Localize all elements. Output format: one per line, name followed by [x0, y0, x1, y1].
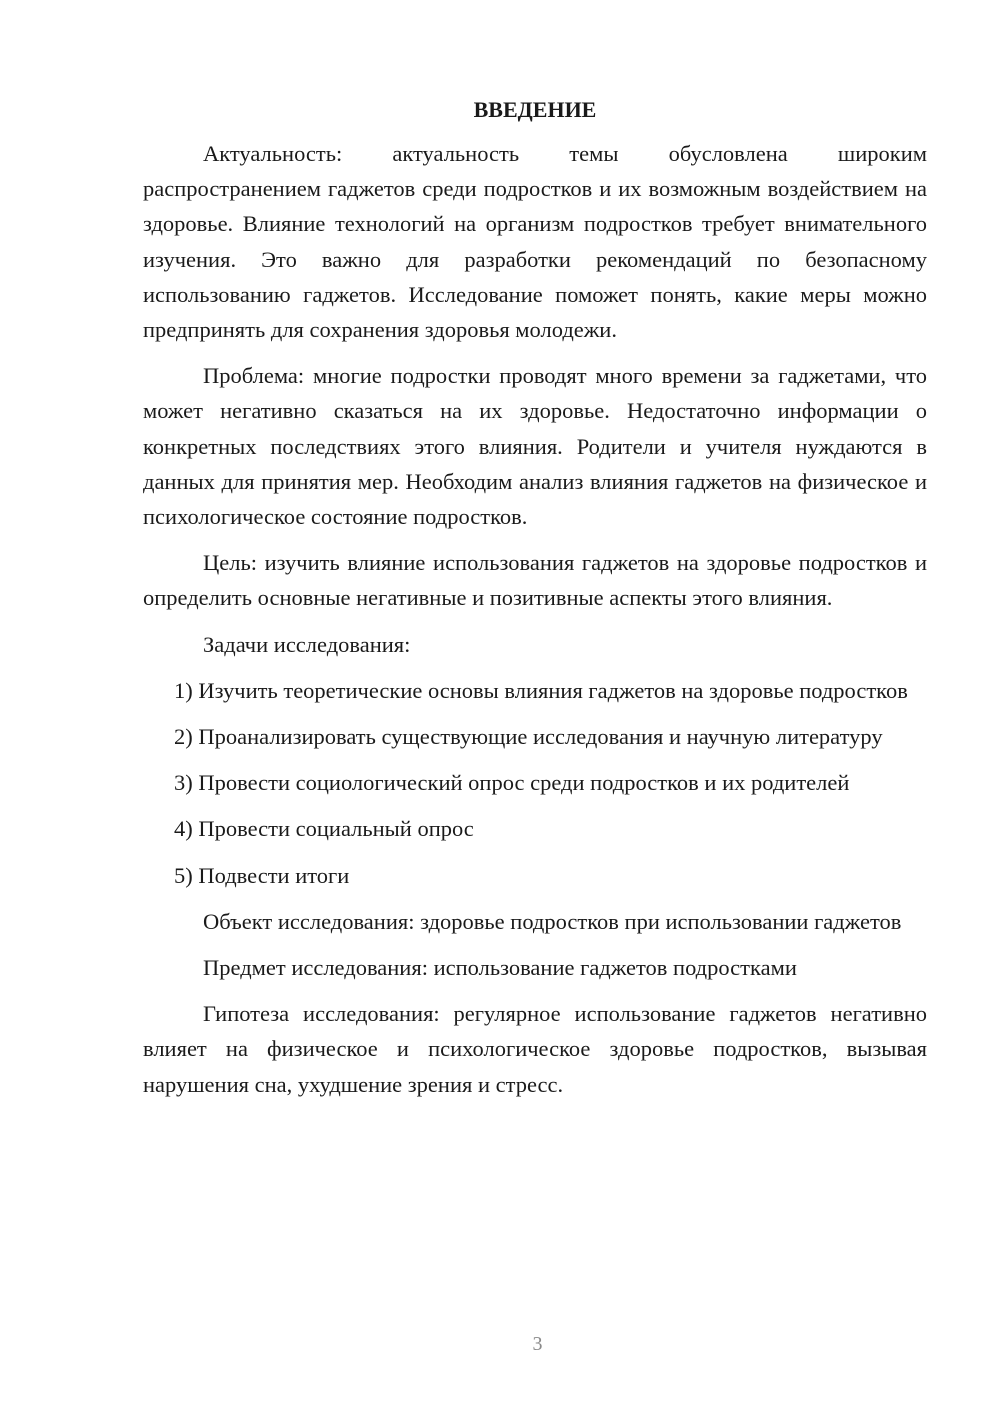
- subject-paragraph: Предмет исследования: использование гаджетов подростками: [203, 955, 797, 981]
- task-item-3: 3) Провести социологический опрос среди подростков и их родителей: [174, 770, 850, 796]
- problem-paragraph: Проблема: многие подростки проводят много времени за гаджетами, что может негативно сказаться на их здоровье. Недостаточно информации о конкретных последствиях этого влияния. Родители и учителя нуждаются в данных для принятия мер. Необходим анализ влияния гаджетов на физическое и психологическое состояние подростков.: [143, 363, 927, 530]
- page-content: [143, 94, 927, 1113]
- object-paragraph: Объект исследования: здоровье подростков при использовании гаджетов: [203, 908, 902, 934]
- task-item-5: 5) Подвести итоги: [174, 862, 350, 888]
- task-item-4: 4) Провести социальный опрос: [174, 816, 474, 842]
- tasks-heading: Задачи исследования:: [203, 631, 411, 657]
- page-number: 3: [532, 1333, 543, 1355]
- task-item-1: 1) Изучить теоретические основы влияния гаджетов на здоровье подростков: [174, 677, 908, 703]
- goal-paragraph: Цель: изучить влияние использования гаджетов на здоровье подростков и определить основные негативные и позитивные аспекты этого влияния.: [143, 550, 927, 611]
- relevance-paragraph: Актуальность: актуальность темы обусловлена широким распространением гаджетов среди подростков и их возможным воздействием на здоровье. Влияние технологий на организм подростков требует внимательного изучения. Это важно для разработки рекомендаций по безопасному использованию гаджетов. Исследование поможет понять, какие меры можно предпринять для сохранения здоровья молодежи.: [143, 141, 927, 343]
- hypothesis-paragraph: Гипотеза исследования: регулярное использование гаджетов негативно влияет на физическое и психологическое здоровье подростков, вызывая нарушения сна, ухудшение зрения и стресс.: [143, 1001, 927, 1097]
- task-item-2: 2) Проанализировать существующие исследования и научную литературу: [174, 724, 883, 750]
- section-heading: ВВЕДЕНИЕ: [473, 97, 597, 122]
